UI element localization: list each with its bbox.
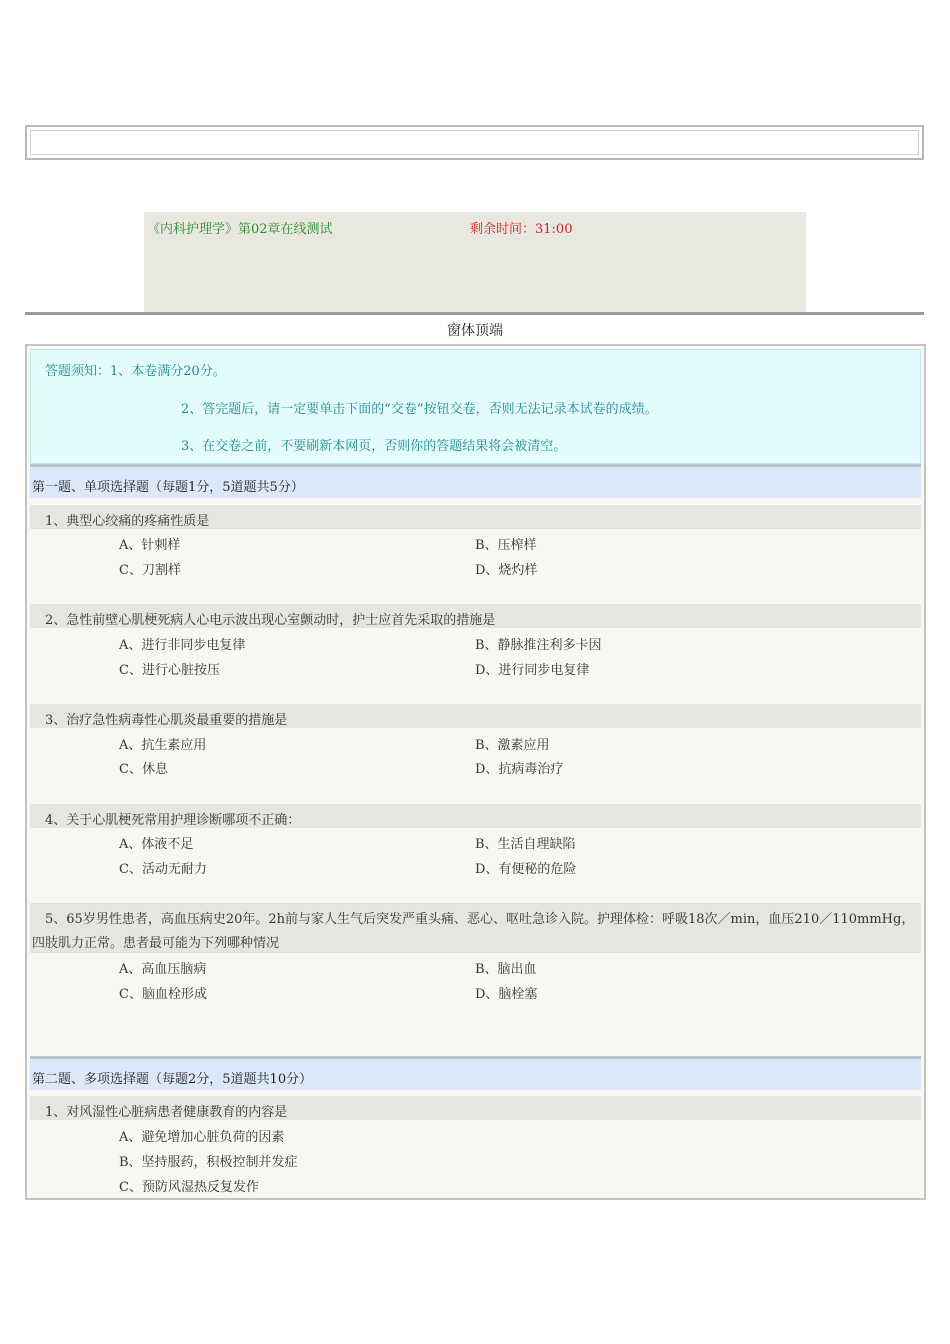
- option-c[interactable]: C、刀割样: [119, 563, 181, 578]
- option-c[interactable]: C、进行心脏按压: [119, 663, 220, 678]
- option-d[interactable]: D、脑栓塞: [475, 987, 538, 1002]
- remaining-time: 剩余时间：31:00: [470, 222, 573, 237]
- option-c[interactable]: C、休息: [119, 762, 168, 777]
- option-d[interactable]: D、进行同步电复律: [475, 663, 590, 678]
- option-b[interactable]: B、激素应用: [475, 738, 550, 753]
- option-d[interactable]: D、有便秘的危险: [475, 862, 577, 877]
- option-c[interactable]: C、预防风湿热反复发作: [119, 1180, 259, 1195]
- instruction-line-1: 答题须知：1、本卷满分20分。: [45, 364, 226, 379]
- option-a[interactable]: A、避免增加心脏负荷的因素: [119, 1130, 285, 1145]
- section-single-choice-header: [30, 464, 921, 498]
- option-c[interactable]: C、脑血栓形成: [119, 987, 207, 1002]
- section-title: 第一题、单项选择题（每题1分，5道题共5分）: [32, 480, 304, 495]
- question-text: 2、急性前壁心肌梗死病人心电示波出现心室颤动时，护士应首先采取的措施是: [45, 613, 496, 628]
- section-multiple-choice-header: [30, 1056, 921, 1090]
- option-d[interactable]: D、烧灼样: [475, 563, 538, 578]
- option-c[interactable]: C、活动无耐力: [119, 862, 207, 877]
- instruction-line-2: 2、答完题后，请一定要单击下面的“交卷”按钮交卷，否则无法记录本试卷的成绩。: [181, 402, 658, 417]
- question-stem: [30, 903, 921, 953]
- instruction-line-3: 3、在交卷之前，不要刷新本网页，否则你的答题结果将会被清空。: [181, 439, 567, 454]
- exam-form: [25, 344, 926, 1200]
- form-top-label: 窗体顶端: [447, 323, 503, 339]
- question-text: 1、典型心绞痛的疼痛性质是: [45, 514, 210, 529]
- exam-title: 《内科护理学》第02章在线测试: [147, 222, 333, 237]
- option-b[interactable]: B、脑出血: [475, 962, 537, 977]
- option-a[interactable]: A、针刺样: [119, 538, 181, 553]
- question-text: 3、治疗急性病毒性心肌炎最重要的措施是: [45, 713, 288, 728]
- divider-line: [25, 312, 924, 315]
- option-a[interactable]: A、高血压脑病: [119, 962, 207, 977]
- top-frame-inner: [30, 130, 919, 155]
- option-a[interactable]: A、抗生素应用: [119, 738, 207, 753]
- question-stem: [30, 505, 921, 529]
- question-stem: [30, 1096, 921, 1120]
- option-b[interactable]: B、生活自理缺陷: [475, 837, 576, 852]
- option-a[interactable]: A、进行非同步电复律: [119, 638, 246, 653]
- question-stem: [30, 804, 921, 828]
- section-title: 第二题、多项选择题（每题2分，5道题共10分）: [32, 1072, 313, 1087]
- question-stem: [30, 704, 921, 728]
- option-b[interactable]: B、压榨样: [475, 538, 537, 553]
- question-text: 4、关于心肌梗死常用护理诊断哪项不正确：: [45, 813, 301, 828]
- option-a[interactable]: A、体液不足: [119, 837, 194, 852]
- top-frame-box: [25, 125, 924, 160]
- question-text: 1、对风湿性心脏病患者健康教育的内容是: [45, 1105, 288, 1120]
- exam-header-panel: [144, 212, 806, 312]
- question-stem: [30, 604, 921, 628]
- option-b[interactable]: B、静脉推注利多卡因: [475, 638, 602, 653]
- question-text: 5、65岁男性患者，高血压病史20年。2h前与家人生气后突发严重头痛、恶心、呕吐急诊入院。护理体检：呼吸18次／min，血压210／110mmHg，四肢肌力正常。患者最可能为下列哪种情况: [32, 912, 915, 951]
- option-b[interactable]: B、坚持服药，积极控制并发症: [119, 1155, 298, 1170]
- answer-instructions: [30, 349, 921, 464]
- option-d[interactable]: D、抗病毒治疗: [475, 762, 564, 777]
